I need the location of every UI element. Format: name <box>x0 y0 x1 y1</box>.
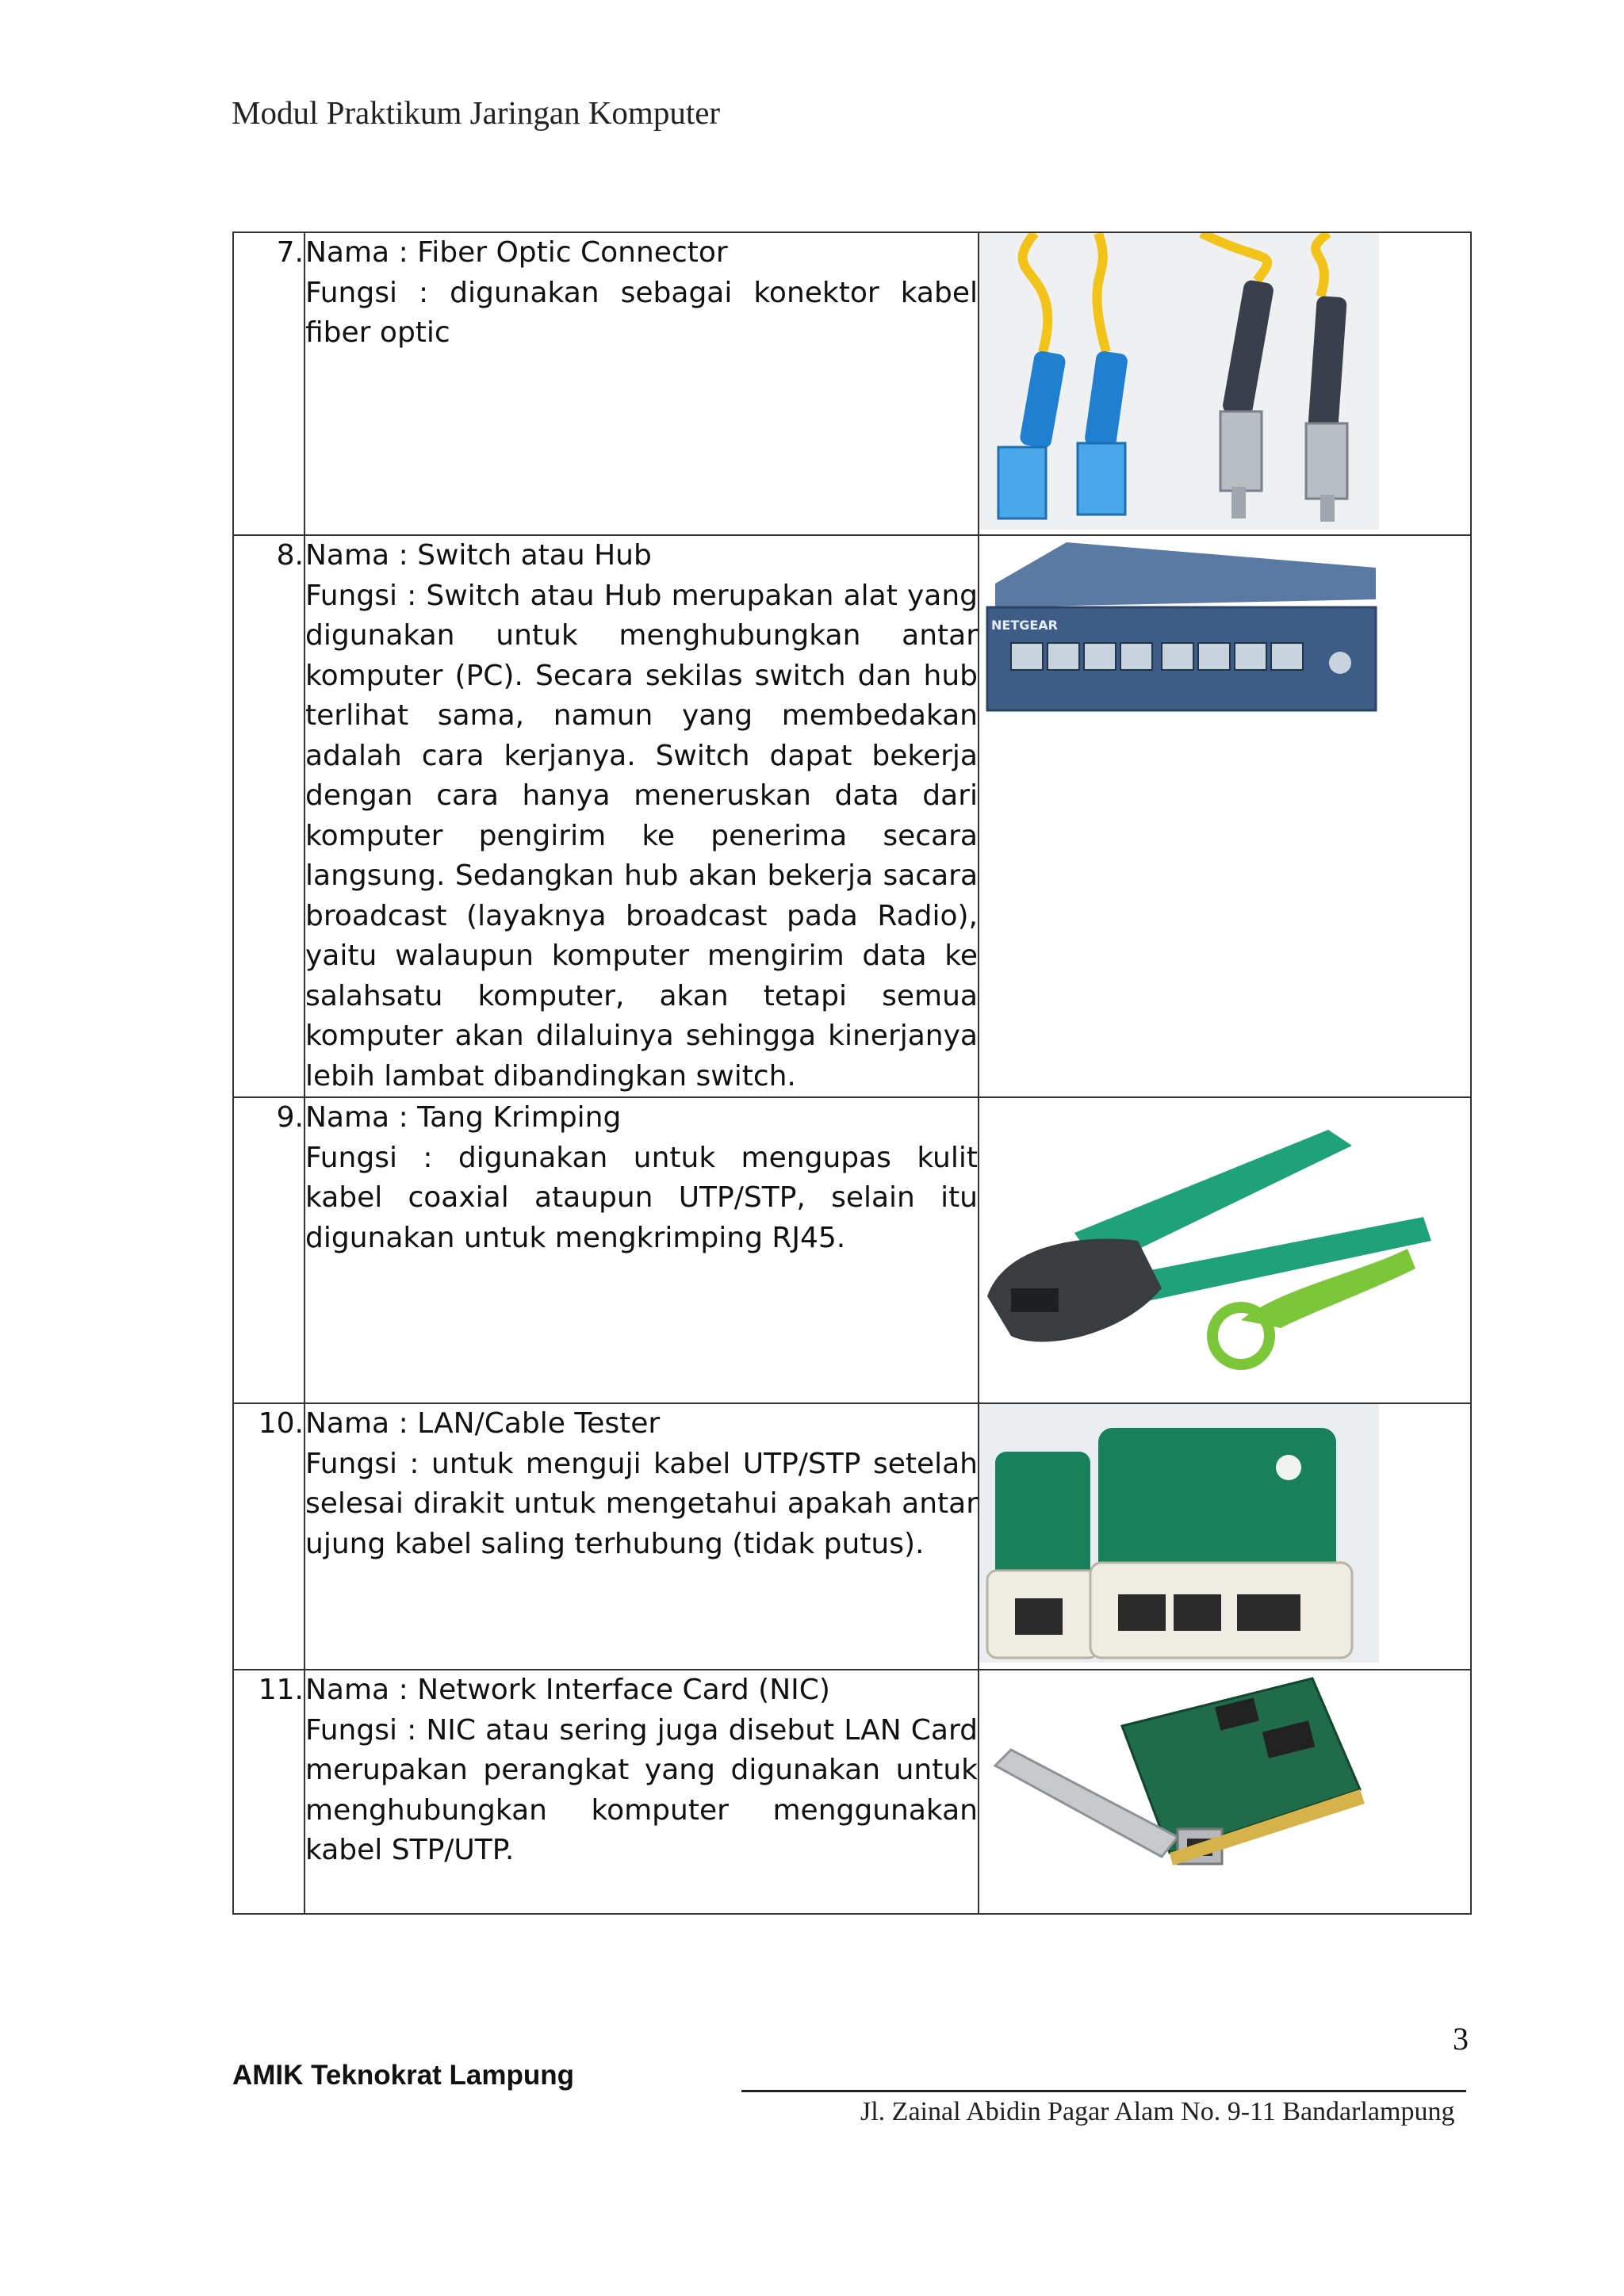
footer-divider <box>741 2090 1466 2092</box>
device-function: Fungsi : untuk menguji kabel UTP/STP setelah selesai dirakit untuk mengetahui apakah antar ujung kabel saling terhubung (tidak putus). <box>305 1447 978 1560</box>
table-row <box>233 1403 1471 1670</box>
device-function: Fungsi : digunakan untuk mengupas kulit kabel coaxial ataupun UTP/STP, selain itu digunakan untuk mengkrimping RJ45. <box>305 1141 978 1254</box>
table-row <box>233 535 1471 1097</box>
row-text <box>304 1670 979 1914</box>
crimping-tool-icon <box>979 1098 1455 1396</box>
device-function: Fungsi : digunakan sebagai konektor kabel fiber optic <box>305 276 978 349</box>
device-name: Nama : Network Interface Card (NIC) <box>305 1674 830 1706</box>
row-text <box>304 1403 979 1670</box>
row-number: 9. <box>233 1097 304 1403</box>
row-image-cell <box>979 1403 1471 1670</box>
page-header: Modul Praktikum Jaringan Komputer <box>232 94 721 131</box>
table-row <box>233 232 1471 535</box>
cable-tester-icon <box>979 1404 1379 1663</box>
row-text <box>304 232 979 535</box>
row-text <box>304 1097 979 1403</box>
footer-school-name: AMIK Teknokrat Lampung <box>232 2060 575 2091</box>
device-name: Nama : LAN/Cable Tester <box>305 1407 661 1440</box>
device-name: Nama : Fiber Optic Connector <box>305 236 728 269</box>
row-text <box>304 535 979 1097</box>
switch-brand-label: NETGEAR <box>991 618 1058 633</box>
network-switch-icon <box>979 536 1379 726</box>
row-image-cell <box>979 535 1471 1097</box>
network-interface-card-icon <box>979 1670 1408 1900</box>
table-row <box>233 1097 1471 1403</box>
footer-address: Jl. Zainal Abidin Pagar Alam No. 9-11 Bandarlampung <box>860 2097 1455 2126</box>
device-name: Nama : Switch atau Hub <box>305 539 652 572</box>
page-number: 3 <box>1453 2021 1469 2057</box>
device-function: Fungsi : NIC atau sering juga disebut LAN Card merupakan perangkat yang digunakan untuk menghubungkan komputer menggunakan kabel STP/UTP. <box>305 1713 978 1866</box>
row-image-cell <box>979 1670 1471 1914</box>
device-function: Fungsi : Switch atau Hub merupakan alat yang digunakan untuk menghubungkan antar komputer (PC). Secara sekilas switch dan hub terlihat sama, namun yang membedakan adalah cara kerjanya. Switch dapat bekerja dengan cara hanya meneruskan data dari komputer pengirim ke penerima secara langsung. Sedangkan hub akan bekerja sacara broadcast (layaknya broadcast pada Radio), yaitu walaupun komputer mengirim data ke salahsatu komputer, akan tetapi semua komputer akan dilaluinya sehingga kinerjanya lebih lambat dibandingkan switch. <box>305 579 978 1093</box>
row-number: 10. <box>233 1403 304 1670</box>
device-name: Nama : Tang Krimping <box>305 1101 622 1134</box>
row-image-cell <box>979 1097 1471 1403</box>
row-number: 8. <box>233 535 304 1097</box>
row-number: 11. <box>233 1670 304 1914</box>
device-table <box>232 232 1472 1915</box>
row-number: 7. <box>233 232 304 535</box>
row-image-cell <box>979 232 1471 535</box>
fiber-optic-connector-icon <box>979 233 1379 530</box>
table-row <box>233 1670 1471 1914</box>
